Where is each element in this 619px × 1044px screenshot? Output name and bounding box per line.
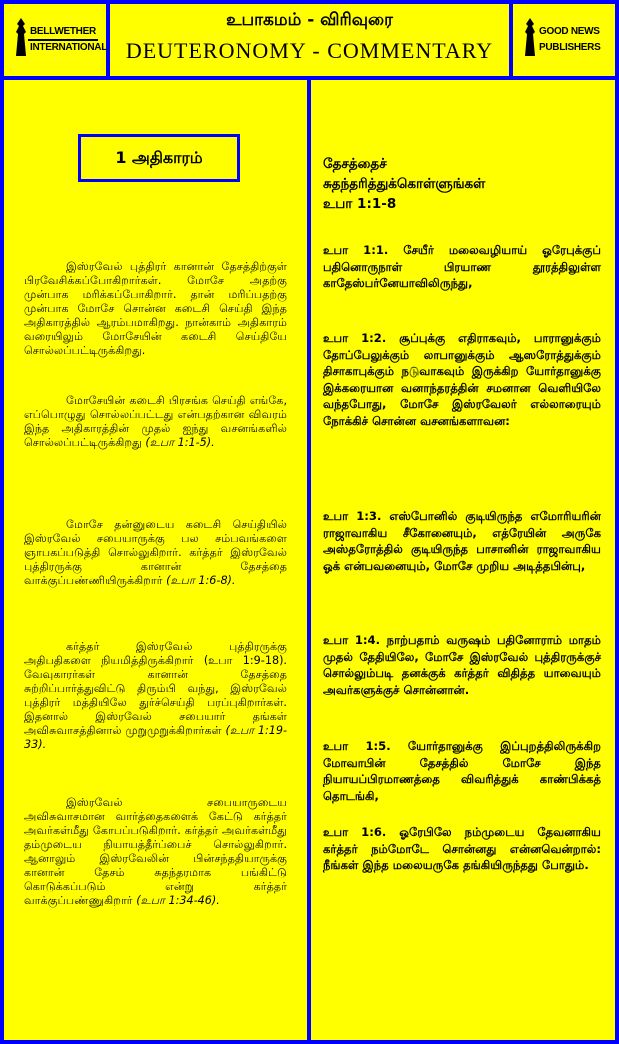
title-english: DEUTERONOMY - COMMENTARY: [125, 38, 494, 63]
scripture-column: [311, 80, 615, 1040]
right-logo-line1: GOOD NEWS: [539, 26, 600, 37]
commentary-paragraph: இஸ்ரவேல் புத்திரர் கானான் தேசத்திற்குள் பிரவேசிக்கப்போகிறார்கள். மோசே அதற்கு முன்பாக மரிக்கப்போகிறார். தான் மரிப்பதற்கு முன்பாக மோசே சொன்ன கடைசி செய்தி இந்த அதிகாரத்தில் ஆரம்பமாகிறது. நான்காம் அதிகாரம் வரையிலும் மோசேயின் கடைசி செய்தியே சொல்லப்பட்டிருக்கிறது.: [24, 260, 287, 357]
bellwether-logo: [4, 4, 106, 76]
verse-paragraph: உபா 1:6. ஓரேபிலே நம்முடைய தேவனாகிய கர்த்தர் நம்மோடே சொன்னது என்னவென்றால்: நீங்கள் இந்த மலையருகே தங்கியிருந்தது போதும்.: [323, 825, 601, 872]
good-news-ram-icon: [523, 16, 537, 60]
left-logo-rule: [28, 39, 98, 41]
title-tamil: உபாகமம் - விரிவுரை: [226, 10, 393, 30]
section-heading-line: தேசத்தைச்: [323, 156, 387, 172]
verse-paragraph: உபா 1:4. நாற்பதாம் வருஷம் பதினோராம் மாதம் முதல் தேதியிலே, மோசே இஸ்ரவேல் புத்திரருக்குச் சொல்லும்படி தனக்குக் கர்த்தர் விதித்த யாவையும் அவர்களுக்குச் சொன்னான்.: [323, 633, 601, 697]
verse-reference: (உபா 1:6-8).: [166, 574, 236, 587]
commentary-paragraph: இஸ்ரவேல் சபையாருடைய அவிசுவாசமான வார்த்தைகளைக் கேட்டு கர்த்தர் அவர்கள்மீது கோபப்படுகிறார். கர்த்தர் அவர்கள்மீது தம்முடைய நியாயத்தீர்ப்பைச் சொல்லுகிறார். ஆனாலும் இஸ்ரவேலின் பின்சந்ததியாருக்கு கானான் தேசம் சுதந்தரமாக பங்கிட்டு கொடுக்கப்படும் என்று கர்த்தர் வாக்குப்பண்ணுகிறார் (உபா 1:34-46).: [24, 796, 287, 907]
good-news-logo: [513, 4, 615, 76]
verse-reference: (உபா 1:19-33).: [24, 724, 288, 751]
verse-paragraph: உபா 1:2. சூப்புக்கு எதிராகவும், பாரானுக்கும் தோப்பேலுக்கும் லாபானுக்கும் ஆஸரோத்துக்கும் திசாகாபுக்கும் நடுவாகவும் இருக்கிற யோர்தானுக்கு இக்கரையான வனாந்தரத்தின் சமனான வெளியிலே வந்தபோது, மோசே இஸ்ரவேலர் எல்லாரையும் நோக்கிச் சொன்ன வசனங்களாவன:: [323, 331, 601, 428]
verse-reference: (உபா 1:1-5).: [145, 436, 215, 449]
left-logo-line1: BELLWETHER: [30, 26, 96, 37]
verse-paragraph: உபா 1:3. எஸ்போனில் குடியிருந்த எமோரியரின் ராஜாவாகிய சீகோனையும், எத்ரேயின் அருகே அஸ்தரோத்தில் குடியிருந்த பாசானின் ராஜாவாகிய ஓக் என்பவனையும், மோசே முறிய அடித்தபின்பு,: [323, 509, 601, 573]
right-logo-line2: PUBLISHERS: [539, 42, 601, 53]
commentary-paragraph: மோசே தன்னுடைய கடைசி செய்தியில் இஸ்ரவேல் சபையாருக்கு பல சம்பவங்களை ஞாபகப்படுத்தி சொல்லுகிறார். கர்த்தர் இஸ்ரவேல் புத்திரருக்கு கானான் தேசத்தை வாக்குப்பண்ணியிருக்கிறார் (உபா 1:6-8).: [24, 518, 287, 587]
verse-paragraph: உபா 1:1. சேயீர் மலைவழியாய் ஓரேபுக்குப் பதினொருநாள் பிரயாண தூரத்திலுள்ள காதேஸ்பர்னேயாவிலிருந்து,: [323, 243, 601, 290]
commentary-paragraph: மோசேயின் கடைசி பிரசங்க செய்தி எங்கே, எப்பொழுது சொல்லப்பட்டது என்பதற்கான விவரம் இந்த அதிகாரத்தின் முதல் ஐந்து வசனங்களில் சொல்லப்பட்டிருக்கிறது (உபா 1:1-5).: [24, 394, 287, 449]
title-banner: [110, 4, 509, 76]
chapter-heading: 1 அதிகாரம்: [78, 134, 240, 182]
commentary-column: [4, 80, 307, 1040]
section-heading: [323, 154, 603, 214]
section-heading-reference: உபா 1:1-8: [323, 196, 397, 212]
bellwether-ram-icon: [14, 16, 28, 60]
left-logo-line2: INTERNATIONAL: [30, 42, 108, 53]
section-heading-line: சுதந்தரித்துக்கொள்ளுங்கள்: [323, 176, 486, 192]
verse-paragraph: உபா 1:5. யோர்தானுக்கு இப்புறத்திலிருக்கிற மோவாபின் தேசத்தில் மோசே இந்த நியாயப்பிரமாணத்தை விவரித்துக் காண்பிக்கத் தொடங்கி,: [323, 739, 601, 803]
commentary-paragraph: கர்த்தர் இஸ்ரவேல் புத்திரருக்கு அதிபதிகளை நியமித்திருக்கிறார் (உபா 1:9-18). வேவுகாரர்கள் கானான் தேசத்தை சுற்றிப்பார்த்துவிட்டு திரும்பி வந்து, இஸ்ரவேல் புத்திரர் மத்தியிலே துர்ச்செய்தி பரப்புகிறார்கள். இதனால் இஸ்ரவேல் சபையார் தங்கள் அவிசுவாசத்தினால் முறுமுறுக்கிறார்கள் (உபா 1:19-33).: [24, 640, 288, 751]
verse-reference: (உபா 1:34-46).: [136, 894, 220, 907]
